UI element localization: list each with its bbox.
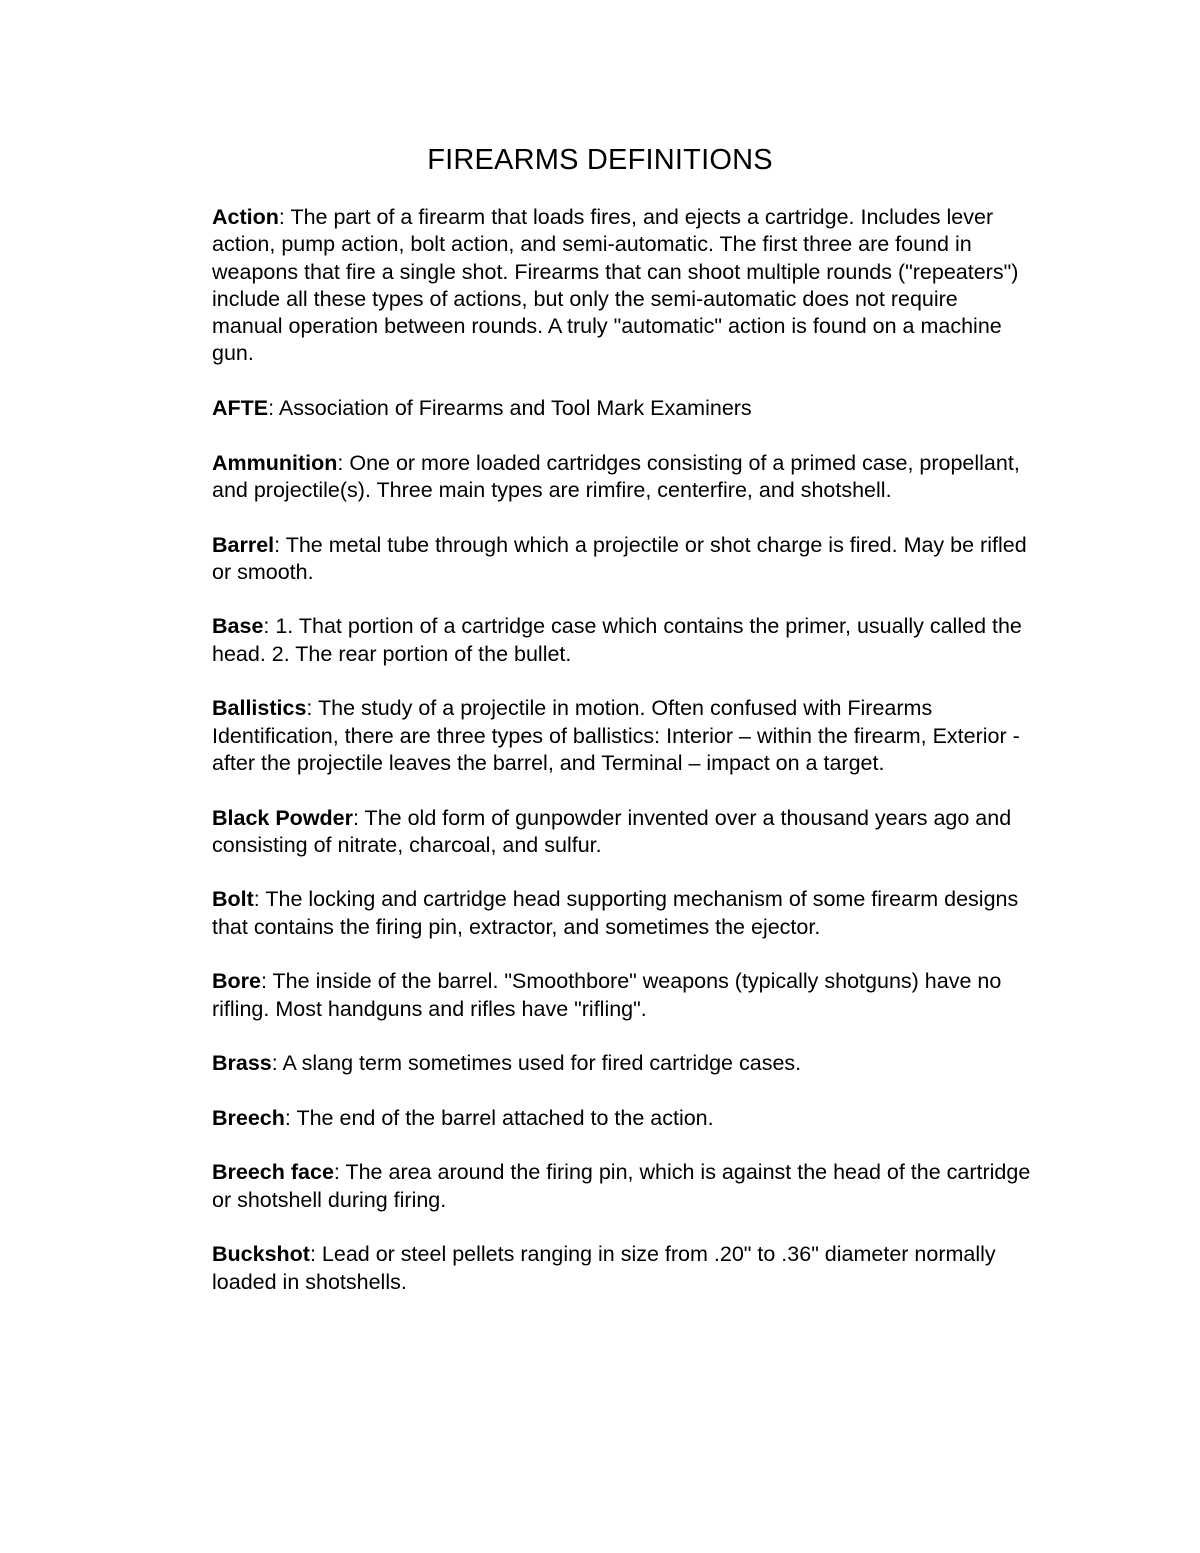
definition-text: : The locking and cartridge head supporting mechanism of some firearm designs that contains the firing pin, extractor, and sometimes the ejector.: [212, 887, 1019, 939]
definition-term: Breech face: [212, 1160, 334, 1185]
definition-entry: [212, 886, 1032, 941]
definition-text: : Association of Firearms and Tool Mark Examiners: [268, 396, 752, 421]
definition-term: Barrel: [212, 532, 275, 557]
definition-term: AFTE: [212, 396, 269, 421]
definition-entry: [212, 395, 1032, 422]
definition-term: Brass: [212, 1051, 272, 1076]
definition-text: : The part of a firearm that loads fires, and ejects a cartridge. Includes lever action, pump action, bolt action, and semi-automatic. The first three are found in weapons that fire a single shot. Firearms that can shoot multiple rounds ("repeaters") include all these types of actions, but only the semi-automatic does not require manual operation between rounds. A truly "automatic" action is found on a machine gun.: [212, 205, 1019, 366]
definition-entry: [212, 532, 1032, 587]
definition-entry: [212, 1241, 1032, 1296]
definition-text: : The old form of gunpowder invented over a thousand years ago and consisting of nitrate, charcoal, and sulfur.: [212, 805, 1012, 857]
definition-text: : Lead or steel pellets ranging in size from .20" to .36" diameter normally loaded in shotshells.: [212, 1242, 996, 1294]
definition-entry: [212, 204, 1032, 368]
definition-term: Buckshot: [212, 1242, 310, 1267]
definition-text: : The area around the firing pin, which is against the head of the cartridge or shotshell during firing.: [212, 1160, 1031, 1212]
definition-text: : One or more loaded cartridges consisting of a primed case, propellant, and projectile(s). Three main types are rimfire, centerfire, and shotshell.: [212, 450, 1020, 502]
definition-entry: [212, 1105, 1032, 1132]
definition-term: Ballistics: [212, 696, 307, 721]
definition-entry: [212, 1050, 1032, 1077]
definition-text: : The inside of the barrel. "Smoothbore" weapons (typically shotguns) have no rifling. Most handguns and rifles have "rifling".: [212, 969, 1002, 1021]
definition-term: Bolt: [212, 887, 254, 912]
definition-text: : The metal tube through which a projectile or shot charge is fired. May be rifled or smooth.: [212, 532, 1027, 584]
definition-term: Bore: [212, 969, 261, 994]
definition-text: : 1. That portion of a cartridge case which contains the primer, usually called the head. 2. The rear portion of the bullet.: [212, 614, 1022, 666]
definition-term: Black Powder: [212, 805, 353, 830]
definition-text: : The study of a projectile in motion. Often confused with Firearms Identification, there are three types of ballistics: Interior – within the firearm, Exterior - after the projectile leaves the barrel, and Terminal – impact on a target.: [212, 696, 1020, 775]
definition-entry: [212, 695, 1032, 777]
definition-term: Breech: [212, 1105, 285, 1130]
definition-entry: [212, 613, 1032, 668]
definitions-list: [212, 204, 1032, 1323]
definition-term: Base: [212, 614, 264, 639]
definition-term: Action: [212, 205, 279, 229]
page-title: FIREARMS DEFINITIONS: [427, 144, 773, 176]
definition-term: Ammunition: [212, 450, 338, 475]
definition-text: : The end of the barrel attached to the action.: [284, 1105, 714, 1130]
definition-text: : A slang term sometimes used for fired cartridge cases.: [271, 1051, 802, 1076]
definition-entry: [212, 805, 1032, 860]
definition-entry: [212, 968, 1032, 1023]
definition-entry: [212, 450, 1032, 505]
definition-entry: [212, 1159, 1032, 1214]
